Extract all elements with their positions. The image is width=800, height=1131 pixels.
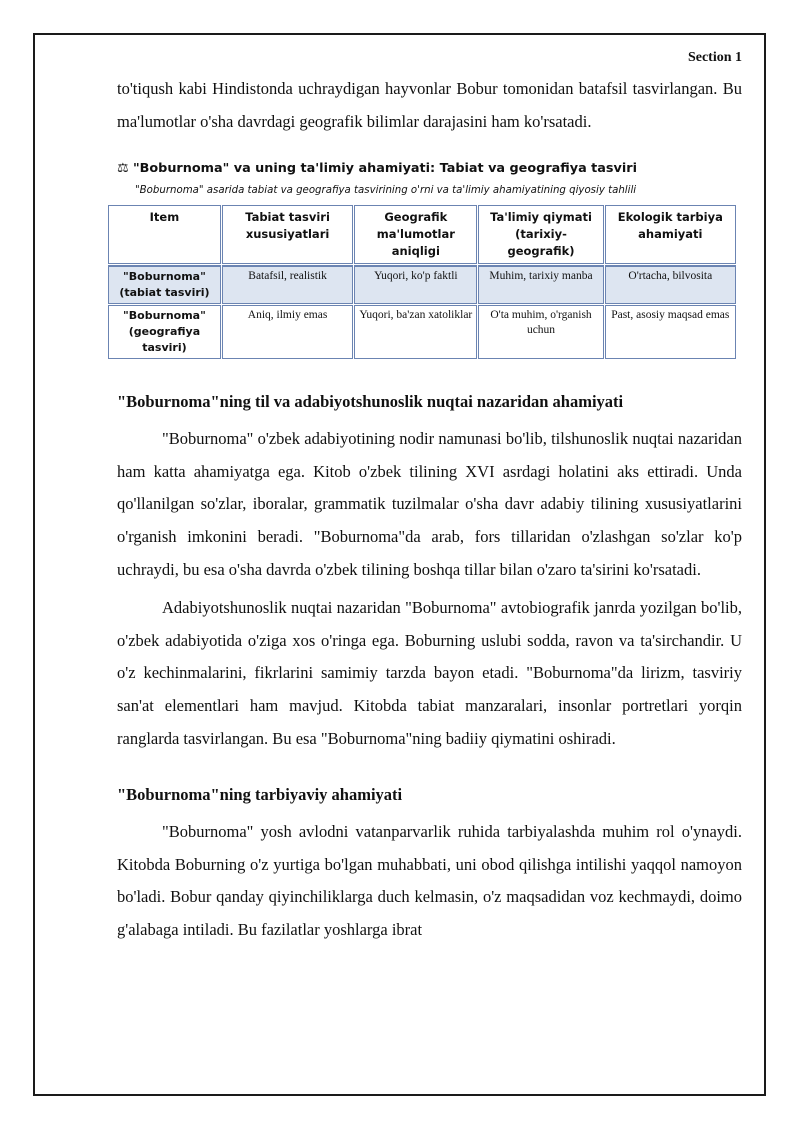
table-title bbox=[117, 160, 742, 178]
table-row bbox=[108, 305, 736, 359]
table-cell: Muhim, tarixiy manba bbox=[478, 265, 603, 304]
table-cell: O'rtacha, bilvosita bbox=[605, 265, 736, 304]
table-cell: Past, asosiy maqsad emas bbox=[605, 305, 736, 359]
section-header: Section 1 bbox=[687, 50, 742, 65]
table-header-cell: Ta'limiy qiymati (tarixiy-geografik) bbox=[478, 205, 603, 264]
section-heading-language-literature: "Boburnoma"ning til va adabiyotshunoslik nuqtai nazaridan ahamiyati bbox=[117, 392, 624, 412]
table-row-header: "Boburnoma" (tabiat tasviri) bbox=[108, 265, 221, 304]
scales-icon: ⚖ bbox=[117, 161, 129, 177]
table-header-row bbox=[108, 205, 736, 264]
table-header-cell: Geografik ma'lumotlar aniqligi bbox=[354, 205, 477, 264]
table-cell: Batafsil, realistik bbox=[222, 265, 353, 304]
page-content bbox=[117, 73, 742, 947]
table-cell: Aniq, ilmiy emas bbox=[222, 305, 353, 359]
table-header-cell: Tabiat tasviri xususiyatlari bbox=[222, 205, 353, 264]
table-cell: O'ta muhim, o'rganish uchun bbox=[478, 305, 603, 359]
body-paragraph: "Boburnoma" yosh avlodni vatanparvarlik ruhida tarbiyalashda muhim rol o'ynaydi. Kitobda Boburning o'z yurtiga bo'lgan muhabbati, uni obod qilishga intilishi yaqqol namoyon bo'ladi. Bobur qanday qiyinchiliklarga duch kelmasin, o'z maqsadidan voz kechmaydi, doimo g'alabaga intiladi. Bu fazilatlar yoshlarga ibrat bbox=[117, 822, 742, 939]
table-row-header: "Boburnoma" (geografiya tasviri) bbox=[108, 305, 221, 359]
table-title-text: "Boburnoma" va uning ta'limiy ahamiyati: Tabiat va geografiya tasviri bbox=[132, 161, 637, 177]
comparison-table bbox=[107, 204, 737, 360]
intro-paragraph: to'tiqush kabi Hindistonda uchraydigan hayvonlar Bobur tomonidan batafsil tasvirlangan. Bu ma'lumotlar o'sha davrdagi geografik bilimlar darajasini ham ko'rsatadi. bbox=[117, 79, 742, 131]
table-row bbox=[108, 265, 736, 304]
table-header-cell: Item bbox=[108, 205, 221, 264]
table-cell: Yuqori, ko'p faktli bbox=[354, 265, 477, 304]
body-paragraph: "Boburnoma" o'zbek adabiyotining nodir namunasi bo'lib, tilshunoslik nuqtai nazaridan ham katta ahamiyatga ega. Kitob o'zbek tilining XVI asrdagi holatini aks ettiradi. Unda qo'llanilgan so'zlar, iboralar, grammatik tuzilmalar o'sha davr adabiy tilining xususiyatlarini o'rganish imkonini beradi. "Boburnoma"da arab, fors tillaridan o'zlashgan so'zlar ko'p uchraydi, bu esa o'sha davrda o'zbek tilining boshqa tillar bilan o'zaro ta'sirini ko'rsatadi. bbox=[117, 429, 742, 579]
table-cell: Yuqori, ba'zan xatoliklar bbox=[354, 305, 477, 359]
body-paragraph: Adabiyotshunoslik nuqtai nazaridan "Boburnoma" avtobiografik janrda yozilgan bo'lib, o'zbek adabiyotida o'ziga xos o'ringa ega. Boburning uslubi sodda, ravon va ta'sirchandir. U o'z kechinmalarini, fikrlarini samimiy tarzda bayon etadi. "Boburnoma"da lirizm, tasviriy san'at elementlari ham mavjud. Kitobda tabiat manzaralari, insonlar portretlari yorqin ranglarda tasvirlangan. Bu esa "Boburnoma"ning badiiy qiymatini oshiradi. bbox=[117, 598, 742, 748]
section-heading-educational: "Boburnoma"ning tarbiyaviy ahamiyati bbox=[117, 785, 403, 805]
table-subtitle: "Boburnoma" asarida tabiat va geografiya tasvirining o'rni va ta'limiy ahamiyatining qiyosiy tahlili bbox=[135, 185, 637, 197]
table-header-cell: Ekologik tarbiya ahamiyati bbox=[605, 205, 736, 264]
